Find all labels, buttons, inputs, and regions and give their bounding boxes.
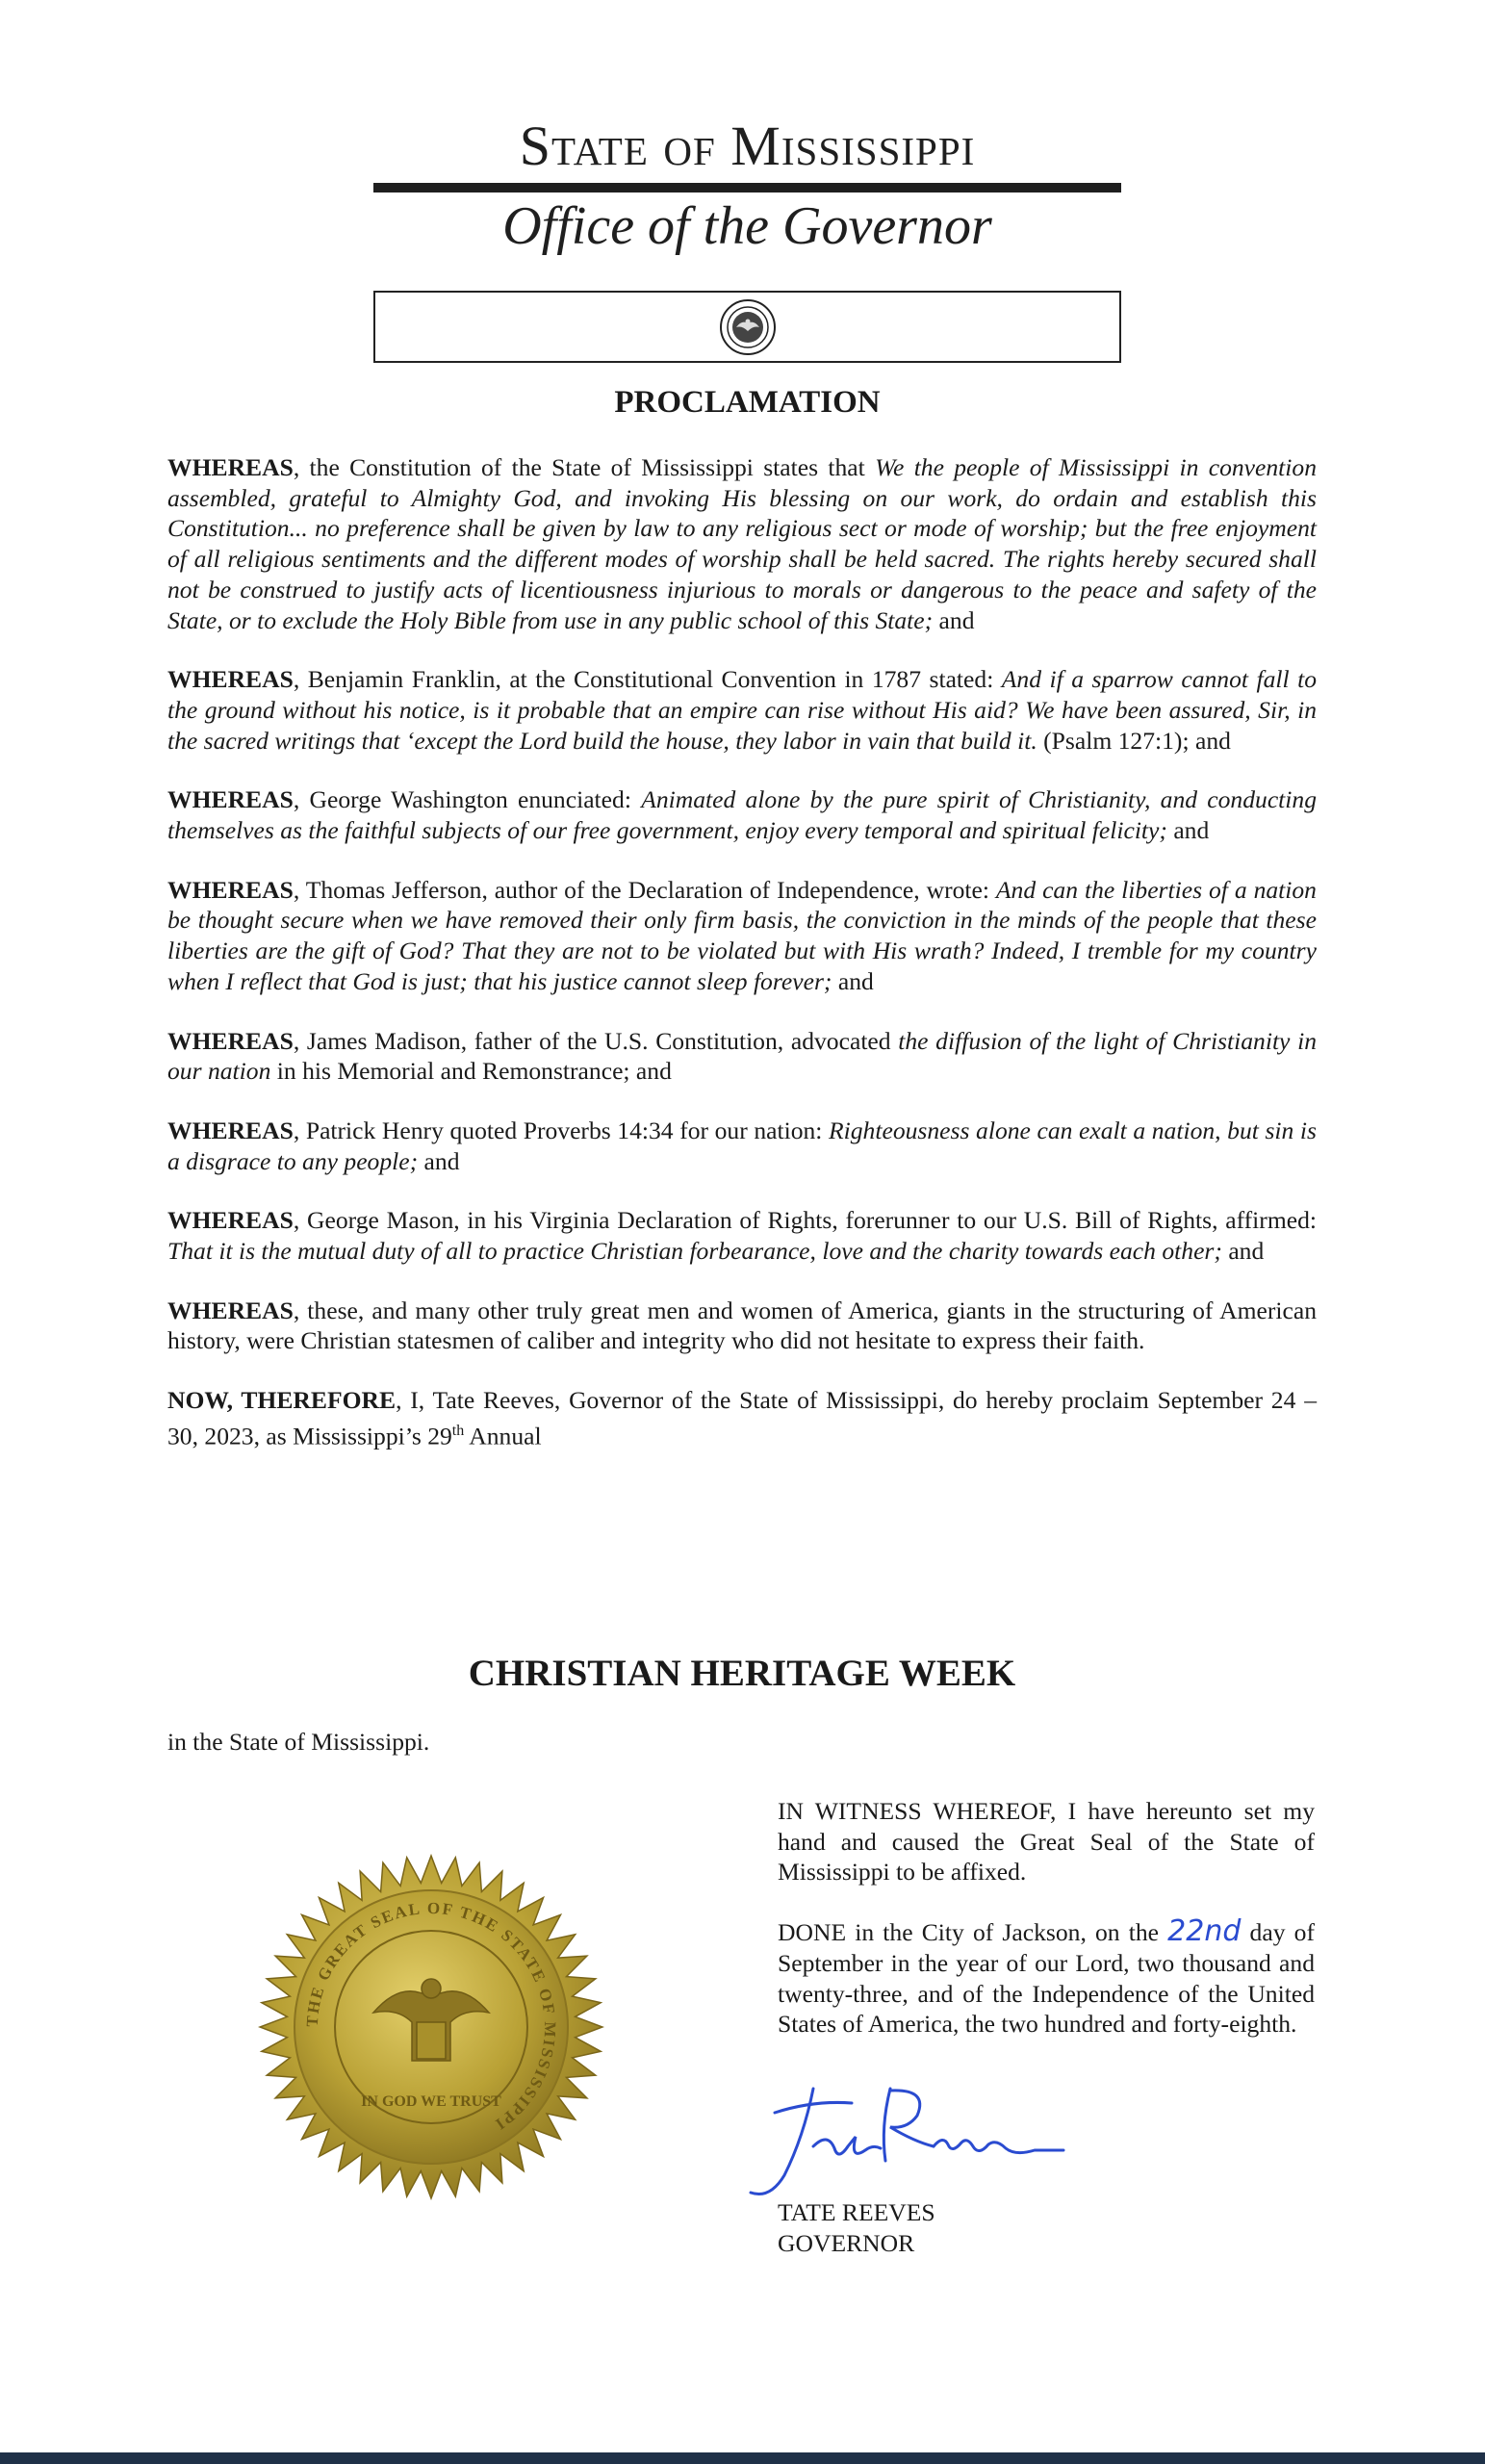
bottom-bar — [0, 2452, 1485, 2464]
week-title: CHRISTIAN HERITAGE WEEK — [468, 1653, 1016, 1694]
whereas-paragraph: WHEREAS, Thomas Jefferson, author of the Declaration of Independence, wrote: And can the liberties of a nation be thought secure when we have removed their only firm basis, the conviction in the minds of the people that these liberties are the gift of God? That they are not to be violated but with His wrath? Indeed, I tremble for my country when I reflect that God is just; that his justice cannot sleep forever; and — [167, 875, 1317, 995]
state-seal-icon — [719, 298, 777, 356]
svg-text:THE GREAT SEAL OF THE STATE OF: THE GREAT SEAL OF THE STATE OF MISSISSIPPI — [302, 1898, 560, 2135]
proclamation-heading: PROCLAMATION — [614, 385, 881, 420]
whereas-paragraph: WHEREAS, the Constitution of the State of Mississippi states that We the people of Mississippi in convention assembled, grateful to Almighty God, and invoking His blessing on our work, do ordain and establish this Constitution... no preference shall be given by law to any religious sect or mode of worship; but the free enjoyment of all religious sentiments and the different modes of worship shall be held sacred. The rights hereby secured shall not be construed to justify acts of licentiousness injurious to morals or dangerous to the peace and safety of the State, or to exclude the Holy Bible from use in any public school of this State; and — [167, 453, 1317, 634]
done-paragraph: DONE in the City of Jackson, on the 22nd day of September in the year of our Lord, two thousand and twenty-three, and of the Independence of the United States of America, the two hundred and forty-eighth. — [778, 1914, 1315, 2039]
whereas-paragraph: WHEREAS, George Washington enunciated: Animated alone by the pure spirit of Christianity, and conducting themselves as the faithful subjects of our free government, enjoy every temporal and spiritual felicity; and — [167, 785, 1318, 845]
whereas-paragraph: WHEREAS, James Madison, father of the U.S. Constitution, advocated the diffusion of the light of Christianity in our nation in his Memorial and Remonstrance; and — [167, 1026, 1317, 1086]
great-seal-icon — [258, 1854, 604, 2200]
witness-paragraph: IN WITNESS WHEREOF, I have hereunto set my hand and caused the Great Seal of the State of Mississippi to be affixed. — [778, 1797, 1315, 1886]
state-title: State of Mississippi — [519, 115, 976, 177]
whereas-paragraph: WHEREAS, Patrick Henry quoted Proverbs 14:34 for our nation: Righteousness alone can exalt a nation, but sin is a disgrace to any people; and — [167, 1116, 1317, 1175]
governor-title: GOVERNOR — [778, 2228, 915, 2257]
svg-text:IN GOD WE TRUST: IN GOD WE TRUST — [361, 2093, 501, 2110]
seal-banner — [373, 291, 1121, 363]
signature-tate-reeves — [746, 2069, 1092, 2204]
whereas-paragraph: WHEREAS, George Mason, in his Virginia Declaration of Rights, forerunner to our U.S. Bill of Rights, affirmed: That it is the mutual duty of all to practice Christian forbearance, love and the charity towards each other; and — [167, 1206, 1317, 1266]
whereas-paragraph: WHEREAS, these, and many other truly great men and women of America, giants in the structuring of American history, were Christian statesmen of caliber and integrity who did not hesitate to express their faith. — [167, 1296, 1317, 1355]
governor-block — [778, 2197, 935, 2258]
now-therefore-paragraph: NOW, THEREFORE, I, Tate Reeves, Governor of the State of Mississippi, do hereby proclaim September 24 – 30, 2023, as Mississippi’s 29th Annual — [167, 1386, 1317, 1450]
whereas-paragraph: WHEREAS, Benjamin Franklin, at the Constitutional Convention in 1787 stated: And if a sparrow cannot fall to the ground without his notice, is it probable that an empire can rise without His aid? We have been assured, Sir, in the sacred writings that ‘except the Lord build the house, they labor in vain that build it. (Psalm 127:1); and — [167, 665, 1318, 755]
header-rule — [373, 183, 1121, 192]
closing-line: in the State of Mississippi. — [167, 1728, 430, 1756]
handwritten-day: 22nd — [1167, 1914, 1242, 1949]
proclamation-body — [167, 452, 1317, 1480]
witness-block — [778, 1796, 1315, 2068]
governor-name: TATE REEVES — [778, 2198, 935, 2226]
office-title: Office of the Governor — [502, 196, 992, 256]
